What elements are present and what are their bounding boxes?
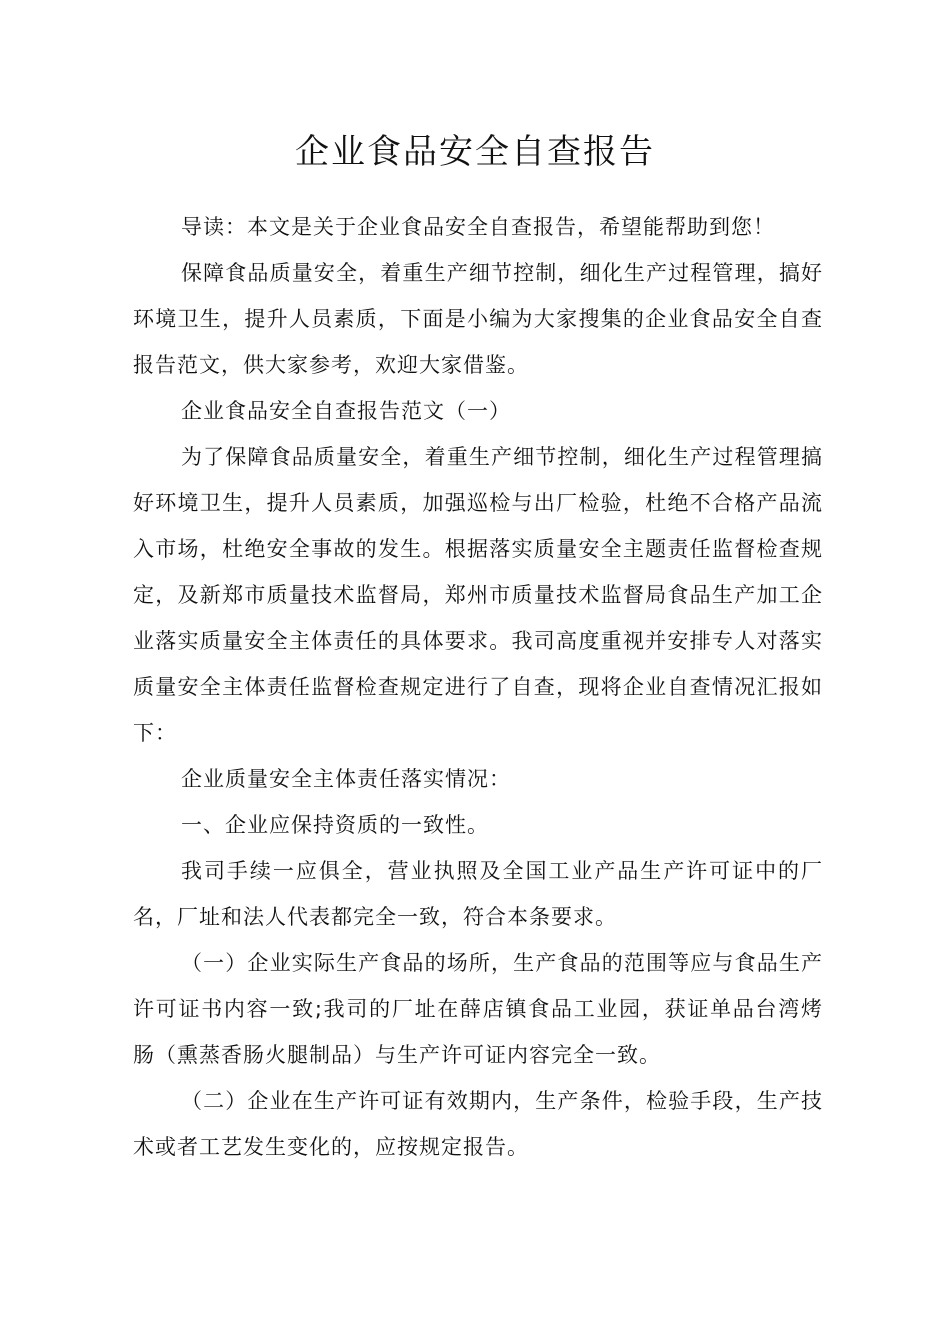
subsection-heading: 企业质量安全主体责任落实情况：	[181, 767, 511, 791]
list-item-paragraph: （一）企业实际生产食品的场所，生产食品的范围等应与食品生产许可证书内容一致;我司的厂址在薛店镇食品工业园，获证单品台湾烤肠（熏蒸香肠火腿制品）与生产许可证内容完全一致。	[133, 951, 823, 1067]
body-paragraph: 为了保障食品质量安全，着重生产细节控制，细化生产过程管理搞好环境卫生，提升人员素质，加强巡检与出厂检验，杜绝不合格产品流入市场，杜绝安全事故的发生。根据落实质量安全主题责任监督检查规定，及新郑市质量技术监督局，郑州市质量技术监督局食品生产加工企业落实质量安全主体责任的具体要求。我司高度重视并安排专人对落实质量安全主体责任监督检查规定进行了自查，现将企业自查情况汇报如下：	[133, 445, 823, 745]
body-paragraph: 我司手续一应俱全，营业执照及全国工业产品生产许可证中的厂名，厂址和法人代表都完全一致，符合本条要求。	[133, 859, 823, 929]
section-heading: 企业食品安全自查报告范文（一）	[181, 399, 511, 423]
document-body	[133, 204, 823, 1170]
summary-paragraph: 保障食品质量安全，着重生产细节控制，细化生产过程管理，搞好环境卫生，提升人员素质，下面是小编为大家搜集的企业食品安全自查报告范文，供大家参考，欢迎大家借鉴。	[133, 261, 823, 377]
item-heading: 一、企业应保持资质的一致性。	[181, 813, 489, 837]
document-title: 企业食品安全自查报告	[295, 132, 655, 172]
intro-paragraph: 导读：本文是关于企业食品安全自查报告，希望能帮助到您！	[181, 215, 775, 239]
list-item-paragraph: （二）企业在生产许可证有效期内，生产条件，检验手段，生产技术或者工艺发生变化的，应按规定报告。	[133, 1089, 823, 1159]
